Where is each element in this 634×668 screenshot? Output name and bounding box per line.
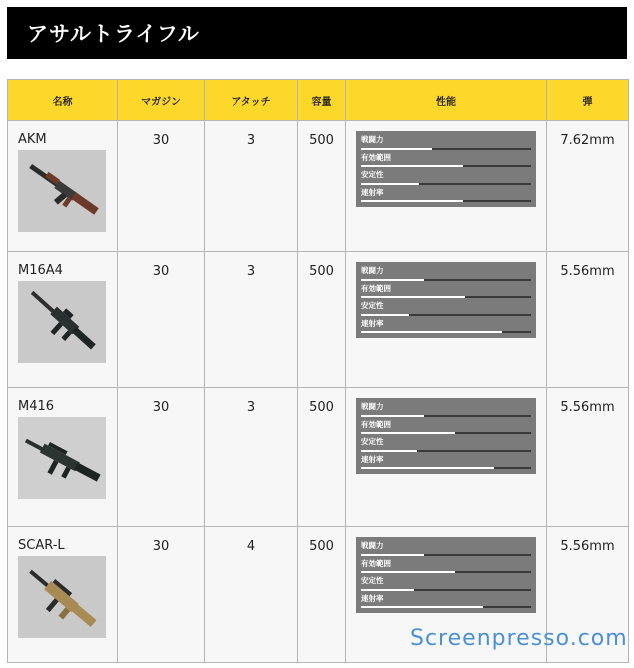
m16a4-image (18, 281, 106, 363)
stat-track (361, 183, 531, 185)
stat-label: 有効範囲 (361, 419, 391, 429)
stat-label: 連射率 (361, 593, 384, 603)
stat-track (361, 606, 531, 608)
header-performance: 性能 (346, 80, 547, 121)
stat-track (361, 554, 531, 556)
stat-fill (361, 148, 432, 150)
stat-row (361, 188, 531, 206)
stat-track (361, 148, 531, 150)
performance-cell (346, 388, 547, 527)
header-capacity: 容量 (298, 80, 346, 121)
magazine-value: 30 (118, 388, 205, 527)
stat-row (361, 301, 531, 319)
stat-label: 安定性 (361, 576, 384, 585)
stat-track (361, 415, 531, 417)
stat-row (361, 455, 531, 473)
attachments-value: 3 (205, 121, 298, 252)
magazine-value: 30 (118, 252, 205, 388)
stat-fill (361, 606, 483, 608)
page-title: アサルトライフル (7, 7, 627, 59)
stat-row (361, 437, 531, 455)
stat-fill (361, 467, 494, 469)
stat-fill (361, 200, 463, 202)
stat-fill (361, 279, 424, 281)
stat-fill (361, 554, 424, 556)
stat-row (361, 153, 531, 171)
weapon-cell (8, 252, 118, 388)
stat-row (361, 420, 531, 438)
stat-box (356, 262, 536, 338)
stat-fill (361, 296, 465, 298)
stat-label: 安定性 (361, 437, 384, 446)
stat-track (361, 200, 531, 202)
stat-row (361, 541, 531, 559)
stat-label: 連射率 (361, 318, 384, 328)
stat-track (361, 314, 531, 316)
magazine-value: 30 (118, 527, 205, 663)
weapon-name: AKM (18, 132, 47, 147)
table-row (8, 252, 629, 388)
stat-fill (361, 183, 419, 185)
ammo-value: 5.56mm (547, 388, 629, 527)
stat-track (361, 571, 531, 573)
stat-row (361, 266, 531, 284)
stat-fill (361, 432, 455, 434)
stat-label: 有効範囲 (361, 283, 391, 293)
stat-fill (361, 571, 455, 573)
header-name: 名称 (8, 80, 118, 121)
stat-fill (361, 165, 463, 167)
header-ammo: 弾 (547, 80, 629, 121)
m416-image (18, 417, 106, 499)
stat-fill (361, 450, 417, 452)
weapon-name: SCAR-L (18, 538, 65, 553)
stat-track (361, 467, 531, 469)
stat-row (361, 576, 531, 594)
stat-label: 連射率 (361, 454, 384, 464)
header-attachments: アタッチ (205, 80, 298, 121)
performance-cell (346, 252, 547, 388)
stat-row (361, 402, 531, 420)
stat-label: 戦闘力 (361, 541, 384, 550)
stat-label: 安定性 (361, 170, 384, 179)
capacity-value: 500 (298, 527, 346, 663)
stat-track (361, 589, 531, 591)
magazine-value: 30 (118, 121, 205, 252)
stat-row (361, 594, 531, 612)
stat-fill (361, 415, 424, 417)
ammo-value: 7.62mm (547, 121, 629, 252)
stat-label: 有効範囲 (361, 152, 391, 162)
stat-row (361, 284, 531, 302)
stat-label: 有効範囲 (361, 558, 391, 568)
capacity-value: 500 (298, 388, 346, 527)
weapons-table (7, 79, 629, 663)
table-header-row (8, 80, 629, 121)
weapon-name: M16A4 (18, 263, 63, 278)
attachments-value: 3 (205, 252, 298, 388)
stat-track (361, 450, 531, 452)
weapon-cell (8, 388, 118, 527)
capacity-value: 500 (298, 252, 346, 388)
weapon-cell (8, 527, 118, 663)
stat-track (361, 279, 531, 281)
table-row (8, 388, 629, 527)
stat-label: 安定性 (361, 301, 384, 310)
stat-row (361, 135, 531, 153)
stat-label: 戦闘力 (361, 402, 384, 411)
stat-track (361, 432, 531, 434)
akm-image (18, 150, 106, 232)
attachments-value: 3 (205, 388, 298, 527)
scar-l-image (18, 556, 106, 638)
performance-cell (346, 121, 547, 252)
stat-row (361, 170, 531, 188)
stat-row (361, 319, 531, 337)
attachments-value: 4 (205, 527, 298, 663)
stat-track (361, 331, 531, 333)
weapon-name: M416 (18, 399, 55, 414)
stat-track (361, 165, 531, 167)
stat-fill (361, 314, 409, 316)
watermark: Screenpresso.com (410, 626, 628, 651)
stat-fill (361, 589, 414, 591)
stat-label: 戦闘力 (361, 135, 384, 144)
stat-box (356, 131, 536, 207)
stat-box (356, 398, 536, 474)
header-magazine: マガジン (118, 80, 205, 121)
stat-label: 戦闘力 (361, 266, 384, 275)
stat-fill (361, 331, 502, 333)
stat-track (361, 296, 531, 298)
capacity-value: 500 (298, 121, 346, 252)
stat-box (356, 537, 536, 613)
ammo-value: 5.56mm (547, 527, 629, 663)
ammo-value: 5.56mm (547, 252, 629, 388)
table-row (8, 121, 629, 252)
weapon-cell (8, 121, 118, 252)
stat-row (361, 559, 531, 577)
stat-label: 連射率 (361, 187, 384, 197)
